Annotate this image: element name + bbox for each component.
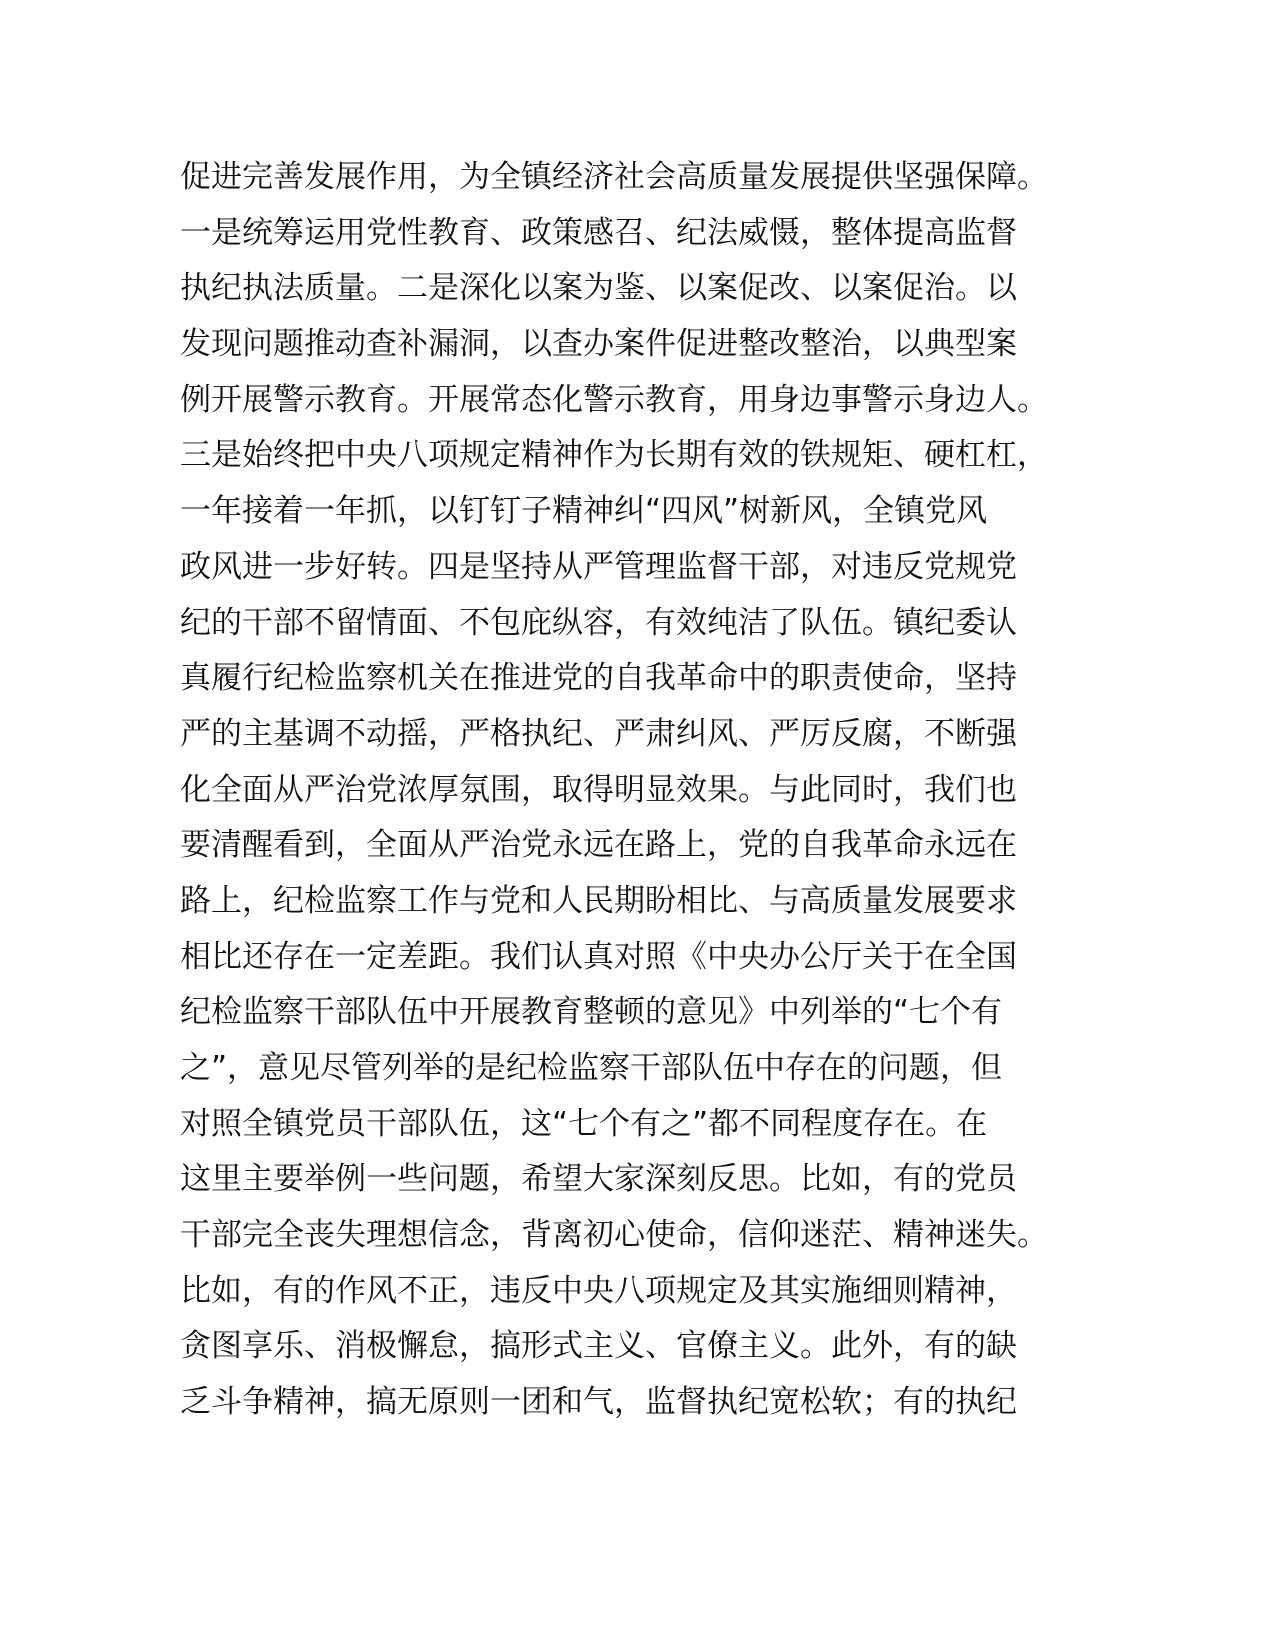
- text-line: 发现问题推动查补漏洞，以查办案件促进整改整治，以典型案: [180, 326, 1017, 363]
- text-line: 促进完善发展作用，为全镇经济社会高质量发展提供坚强保障。: [180, 159, 1048, 195]
- text-line: 对照全镇党员干部队伍，这“七个有之”都不同程度存在。在: [180, 1105, 988, 1142]
- text-line: 乏斗争精神，搞无原则一团和气，监督执纪宽松软；有的执纪: [180, 1384, 1017, 1421]
- text-line: 政风进一步好转。四是坚持从严管理监督干部，对违反党规党: [180, 548, 1017, 585]
- text-line: 真履行纪检监察机关在推进党的自我革命中的职责使命，坚持: [180, 660, 1017, 697]
- text-line: 一年接着一年抓，以钉钉子精神纠“四风”树新风，全镇党风: [180, 493, 988, 530]
- text-line: 相比还存在一定差距。我们认真对照《中央办公厅关于在全国: [180, 938, 1017, 975]
- text-line: 路上，纪检监察工作与党和人民期盼相比、与高质量发展要求: [180, 882, 1017, 919]
- text-line: 一是统筹运用党性教育、政策感召、纪法威慑，整体提高监督: [180, 214, 1017, 251]
- text-line: 比如，有的作风不正，违反中央八项规定及其实施细则精神，: [180, 1272, 1017, 1309]
- text-line: 贪图享乐、消极懈怠，搞形式主义、官僚主义。此外，有的缺: [180, 1328, 1017, 1365]
- text-line: 执纪执法质量。二是深化以案为鉴、以案促改、以案促治。以: [180, 270, 1017, 307]
- text-line: 要清醒看到，全面从严治党永远在路上，党的自我革命永远在: [180, 827, 1017, 864]
- body-text: [180, 150, 1080, 1431]
- text-line: 纪的干部不留情面、不包庇纵容，有效纯洁了队伍。镇纪委认: [180, 604, 1017, 641]
- text-line: 化全面从严治党浓厚氛围，取得明显效果。与此同时，我们也: [180, 771, 1017, 808]
- text-line: 之”，意见尽管列举的是纪检监察干部队伍中存在的问题，但: [180, 1050, 1003, 1086]
- text-line: 严的主基调不动摇，严格执纪、严肃纠风、严厉反腐，不断强: [180, 715, 1017, 752]
- text-line: 干部完全丧失理想信念，背离初心使命，信仰迷茫、精神迷失。: [180, 1217, 1048, 1254]
- text-line: 例开展警示教育。开展常态化警示教育，用身边事警示身边人。: [180, 381, 1048, 418]
- text-line: 纪检监察干部队伍中开展教育整顿的意见》中列举的“七个有: [180, 994, 1003, 1031]
- text-line: 三是始终把中央八项规定精神作为长期有效的铁规矩、硬杠杠，: [180, 437, 1048, 474]
- text-line: 这里主要举例一些问题，希望大家深刻反思。比如，有的党员: [180, 1161, 1017, 1198]
